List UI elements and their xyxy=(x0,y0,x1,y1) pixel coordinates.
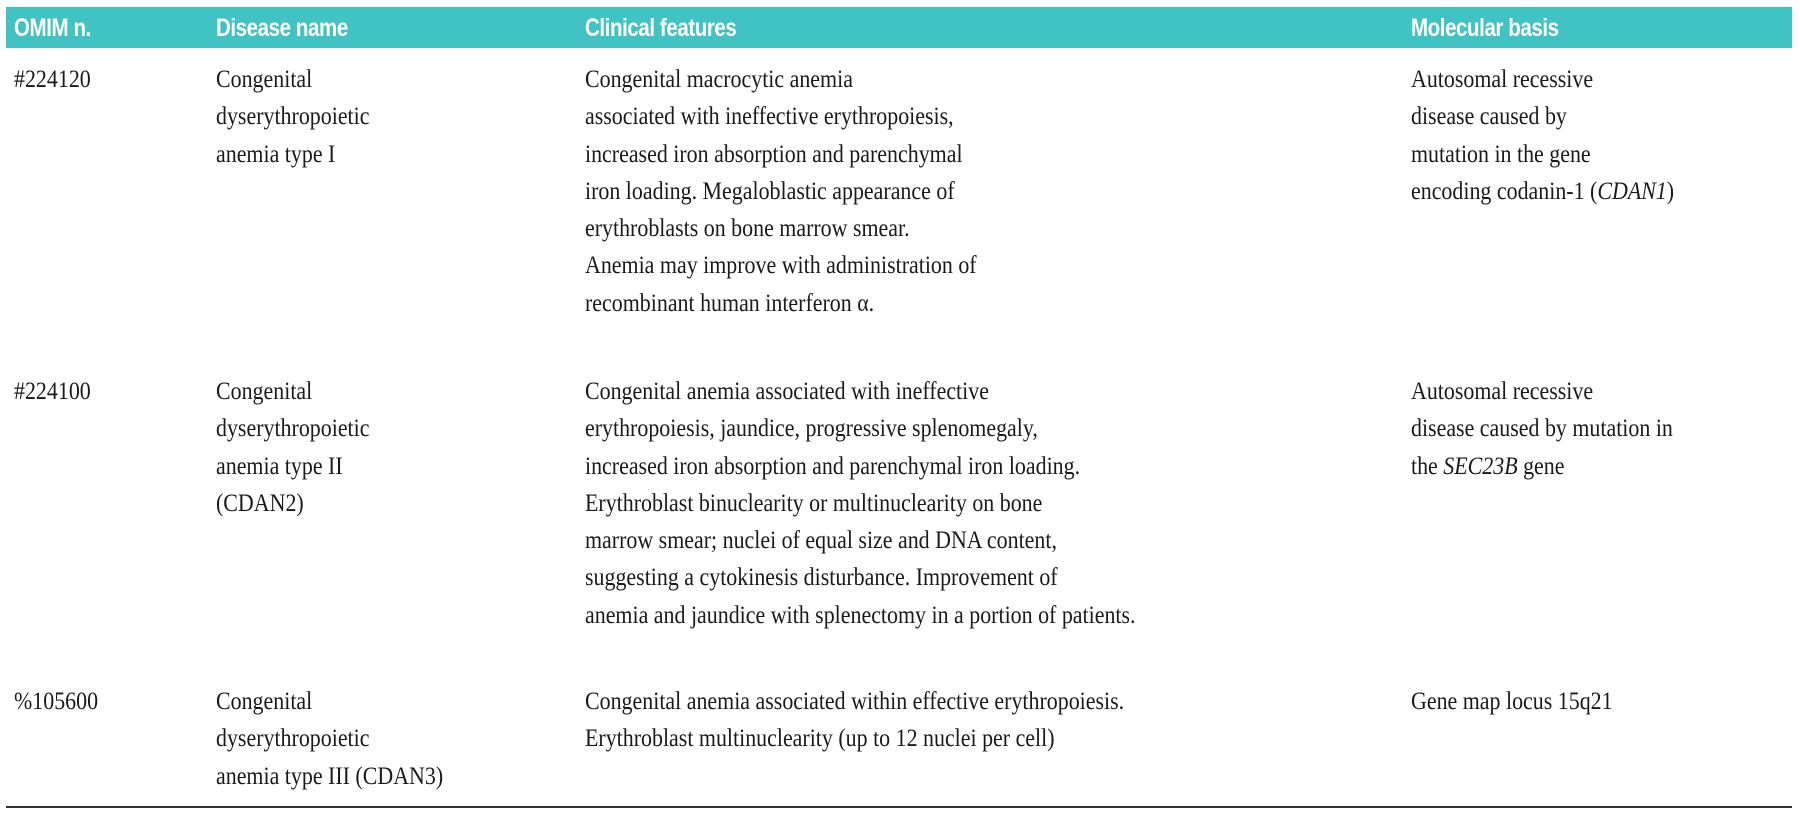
text-line: mutation in the gene xyxy=(1411,138,1591,168)
text-line: dyserythropoietic xyxy=(216,101,370,131)
text-line: (CDAN2) xyxy=(216,487,304,517)
omim-table xyxy=(6,7,1792,790)
text-line xyxy=(1411,172,1674,209)
text-line: Erythroblast binuclearity or multinuclearity on bone xyxy=(585,487,1043,517)
text-line: Congenital anemia associated with ineffective xyxy=(585,376,989,405)
molecular-basis xyxy=(1411,372,1673,484)
text-line: Gene map locus 15q21 xyxy=(1411,686,1613,715)
text-line: anemia type II xyxy=(216,450,343,480)
gene-name: CDAN1 xyxy=(1597,175,1667,205)
text-line: disease caused by xyxy=(1411,101,1567,131)
omim-number: #224100 xyxy=(14,376,91,405)
text-line: recombinant human interferon α. xyxy=(585,287,875,317)
text-line: suggesting a cytokinesis disturbance. Improvement of xyxy=(585,562,1058,592)
text-line: marrow smear; nuclei of equal size and DNA content, xyxy=(585,525,1057,555)
header-omim: OMIM n. xyxy=(14,14,91,42)
text-line: Congenital xyxy=(216,64,313,93)
text-line: Autosomal recessive xyxy=(1411,376,1594,405)
omim-number: #224120 xyxy=(14,64,91,93)
text-line xyxy=(1411,447,1673,484)
table-header xyxy=(6,7,1792,48)
text-fragment: the xyxy=(1411,450,1444,480)
omim-number: %105600 xyxy=(14,686,99,715)
text-line: Congenital anemia associated within effective erythropoiesis. xyxy=(585,686,1125,715)
text-line: anemia and jaundice with splenectomy in a portion of patients. xyxy=(585,599,1136,629)
text-line: anemia type I xyxy=(216,138,336,168)
text-line: anemia type III (CDAN3) xyxy=(216,760,444,790)
text-line: associated with ineffective erythropoiesis, xyxy=(585,101,954,131)
text-line: iron loading. Megaloblastic appearance of xyxy=(585,175,955,205)
header-disease-name: Disease name xyxy=(216,14,348,42)
text-line: Anemia may improve with administration of xyxy=(585,250,977,280)
text-line: Congenital xyxy=(216,376,313,405)
table-bottom-rule xyxy=(6,806,1792,808)
gene-name: SEC23B xyxy=(1443,450,1518,480)
molecular-basis xyxy=(1411,60,1674,209)
text-fragment: encoding codanin-1 ( xyxy=(1411,175,1598,205)
text-line: erythropoiesis, jaundice, progressive splenomegaly, xyxy=(585,413,1038,443)
text-line: disease caused by mutation in xyxy=(1411,413,1673,443)
text-line: Erythroblast multinuclearity (up to 12 nuclei per cell) xyxy=(585,723,1055,753)
disease-name xyxy=(216,682,443,794)
clinical-features xyxy=(585,682,1124,757)
text-line: dyserythropoietic xyxy=(216,413,370,443)
clinical-features xyxy=(585,60,977,321)
text-line: erythroblasts on bone marrow smear. xyxy=(585,213,910,243)
text-line: increased iron absorption and parenchymal iron loading. xyxy=(585,450,1081,480)
text-fragment: gene xyxy=(1517,450,1565,480)
disease-name xyxy=(216,372,369,521)
header-molecular-basis: Molecular basis xyxy=(1411,14,1559,42)
text-line: Autosomal recessive xyxy=(1411,64,1594,93)
text-line: increased iron absorption and parenchymal xyxy=(585,138,963,168)
header-clinical-features: Clinical features xyxy=(585,14,737,42)
text-line: Congenital xyxy=(216,686,313,715)
disease-name xyxy=(216,60,369,172)
text-line: dyserythropoietic xyxy=(216,723,370,753)
text-fragment: ) xyxy=(1666,175,1675,205)
molecular-basis xyxy=(1411,682,1613,719)
clinical-features xyxy=(585,372,1136,633)
text-line: Congenital macrocytic anemia xyxy=(585,64,853,93)
